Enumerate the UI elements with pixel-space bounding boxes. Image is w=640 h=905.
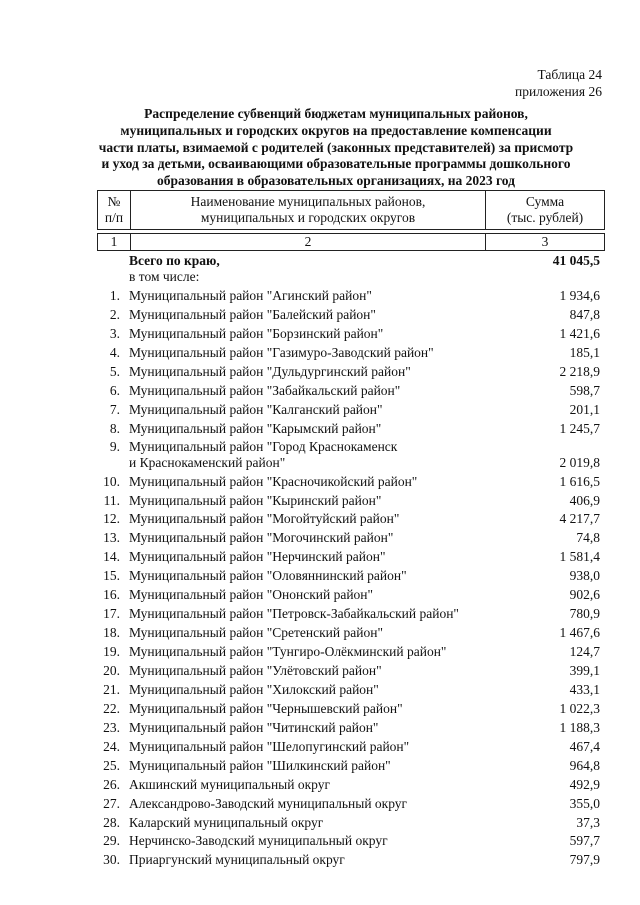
row-name: Муниципальный район "Забайкальский район" <box>129 383 401 398</box>
row-number: 18. <box>103 625 120 640</box>
row-value: 902,6 <box>569 587 600 602</box>
row-name: Муниципальный район "Нерчинский район" <box>129 549 386 564</box>
row-number: 4. <box>109 345 120 360</box>
row-name: Муниципальный район "Улётовский район" <box>129 663 382 678</box>
row-number: 8. <box>109 421 120 436</box>
title-line: части платы, взимаемой с родителей (законных представителей) за присмотр <box>98 139 574 155</box>
row-value: 124,7 <box>569 644 600 659</box>
total-value: 41 045,5 <box>552 253 600 268</box>
table-row <box>0 851 640 870</box>
table-row <box>0 643 640 662</box>
row-value: 4 217,7 <box>559 511 600 526</box>
row-name: Муниципальный район "Оловяннинский район" <box>129 568 407 583</box>
row-number: 29. <box>103 833 120 848</box>
table-row <box>0 662 640 681</box>
table-row <box>0 681 640 700</box>
row-number: 13. <box>103 530 120 545</box>
row-number: 12. <box>103 511 120 526</box>
title-line: и уход за детьми, осваивающими образовательные программы дошкольного <box>101 156 571 172</box>
col-name-header-line2: муниципальных и городских округов <box>200 210 416 225</box>
row-value: 399,1 <box>569 663 600 678</box>
row-value: 492,9 <box>569 777 600 792</box>
row-value: 433,1 <box>569 682 600 697</box>
title-line: Распределение субвенций бюджетам муниципальных районов, <box>144 106 528 121</box>
row-number: 24. <box>103 739 120 754</box>
table-row <box>0 510 640 529</box>
table-row <box>0 325 640 344</box>
row-name: Муниципальный район "Петровск-Забайкальский район" <box>129 606 459 621</box>
row-value: 201,1 <box>569 402 600 417</box>
row-number: 26. <box>103 777 120 792</box>
row-name: Муниципальный район "Город Краснокаменск <box>129 439 398 454</box>
row-number: 25. <box>103 758 120 773</box>
table-row <box>0 363 640 382</box>
row-value: 1 467,6 <box>559 625 600 640</box>
including-label: в том числе: <box>129 269 200 284</box>
row-name-continuation: и Краснокаменский район" <box>129 455 286 470</box>
row-number: 3. <box>109 326 120 341</box>
table-row <box>0 382 640 401</box>
row-name: Муниципальный район "Карымский район" <box>129 421 382 436</box>
row-value: 964,8 <box>569 758 600 773</box>
table-row-continuation <box>0 454 640 473</box>
table-row <box>0 287 640 306</box>
row-number: 23. <box>103 720 120 735</box>
row-value: 847,8 <box>569 307 600 322</box>
row-name: Муниципальный район "Балейский район" <box>129 307 376 322</box>
table-row <box>0 738 640 757</box>
table-row <box>0 548 640 567</box>
row-name: Муниципальный район "Могойтуйский район" <box>129 511 400 526</box>
including-row <box>0 268 640 287</box>
row-name: Каларский муниципальный округ <box>129 815 324 830</box>
row-value: 597,7 <box>569 833 600 848</box>
table-row <box>0 776 640 795</box>
row-value: 355,0 <box>569 796 600 811</box>
row-value: 938,0 <box>569 568 600 583</box>
row-number: 28. <box>103 815 120 830</box>
row-value: 780,9 <box>569 606 600 621</box>
row-number: 7. <box>109 402 120 417</box>
col-number-header-line1: № <box>107 194 121 209</box>
row-value: 2 218,9 <box>559 364 600 379</box>
row-value: 74,8 <box>576 530 600 545</box>
row-value: 1 616,5 <box>559 474 600 489</box>
table-row <box>0 757 640 776</box>
table-row <box>0 624 640 643</box>
table-row <box>0 586 640 605</box>
row-value: 2 019,8 <box>559 455 600 470</box>
table-row <box>0 795 640 814</box>
row-name: Александрово-Заводский муниципальный округ <box>129 796 408 811</box>
row-name: Муниципальный район "Шелопугинский район" <box>129 739 410 754</box>
row-name: Приаргунский муниципальный округ <box>129 852 345 867</box>
row-name: Муниципальный район "Газимуро-Заводский район" <box>129 345 434 360</box>
appendix-number: приложения 26 <box>514 84 602 99</box>
table-row <box>0 605 640 624</box>
row-value: 1 022,3 <box>559 701 600 716</box>
row-name: Муниципальный район "Калганский район" <box>129 402 383 417</box>
row-number: 16. <box>103 587 120 602</box>
row-name: Муниципальный район "Борзинский район" <box>129 326 384 341</box>
row-number: 27. <box>103 796 120 811</box>
table-number: Таблица 24 <box>537 67 602 82</box>
row-name: Муниципальный район "Тунгиро-Олёкминский район" <box>129 644 447 659</box>
col-index-2: 2 <box>131 234 486 251</box>
table-row <box>0 529 640 548</box>
row-value: 37,3 <box>576 815 600 830</box>
row-name: Муниципальный район "Ононский район" <box>129 587 374 602</box>
row-name: Муниципальный район "Чернышевский район" <box>129 701 403 716</box>
table-row <box>0 473 640 492</box>
row-name: Муниципальный район "Читинский район" <box>129 720 379 735</box>
row-value: 1 934,6 <box>559 288 600 303</box>
row-value: 467,4 <box>569 739 600 754</box>
table-row <box>0 832 640 851</box>
table-row <box>0 700 640 719</box>
table-header <box>97 190 605 251</box>
row-number: 10. <box>103 474 120 489</box>
row-name: Муниципальный район "Дульдургинский район" <box>129 364 411 379</box>
row-name: Муниципальный район "Красночикойский район" <box>129 474 418 489</box>
row-name: Нерчинско-Заводский муниципальный округ <box>129 833 388 848</box>
row-value: 598,7 <box>569 383 600 398</box>
table-row <box>0 719 640 738</box>
row-number: 19. <box>103 644 120 659</box>
document-title <box>70 106 602 190</box>
row-number: 9. <box>109 439 120 454</box>
col-name-header-line1: Наименование муниципальных районов, <box>190 194 426 209</box>
col-number-header <box>98 191 131 230</box>
row-name: Муниципальный район "Шилкинский район" <box>129 758 391 773</box>
table-row <box>0 344 640 363</box>
row-number: 14. <box>103 549 120 564</box>
row-name: Акшинский муниципальный округ <box>129 777 331 792</box>
title-line: муниципальных и городских округов на предоставление компенсации <box>120 122 552 138</box>
col-number-header-line2: п/п <box>104 210 124 225</box>
table-row <box>0 306 640 325</box>
row-name: Муниципальный район "Хилокский район" <box>129 682 379 697</box>
row-name: Муниципальный район "Кыринский район" <box>129 493 382 508</box>
row-number: 22. <box>103 701 120 716</box>
row-name: Муниципальный район "Агинский район" <box>129 288 372 303</box>
row-name: Муниципальный район "Сретенский район" <box>129 625 383 640</box>
row-number: 5. <box>109 364 120 379</box>
table-row <box>0 420 640 439</box>
table-row <box>0 492 640 511</box>
col-sum-header <box>486 191 605 230</box>
row-number: 17. <box>103 606 120 621</box>
row-number: 15. <box>103 568 120 583</box>
row-number: 21. <box>103 682 120 697</box>
col-index-1: 1 <box>98 234 131 251</box>
total-label: Всего по краю, <box>129 253 220 268</box>
row-number: 20. <box>103 663 120 678</box>
row-number: 6. <box>109 383 120 398</box>
table-row <box>0 567 640 586</box>
col-name-header <box>131 191 486 230</box>
row-number: 30. <box>103 852 120 867</box>
row-number: 1. <box>109 288 120 303</box>
table-row <box>0 401 640 420</box>
row-value: 185,1 <box>569 345 600 360</box>
row-value: 1 188,3 <box>559 720 600 735</box>
row-value: 1 245,7 <box>559 421 600 436</box>
row-value: 1 421,6 <box>559 326 600 341</box>
row-name: Муниципальный район "Могочинский район" <box>129 530 394 545</box>
col-sum-header-line1: Сумма <box>525 194 565 209</box>
row-value: 797,9 <box>569 852 600 867</box>
col-index-3: 3 <box>486 234 605 251</box>
row-value: 406,9 <box>569 493 600 508</box>
col-sum-header-line2: (тыс. рублей) <box>506 210 584 225</box>
row-number: 11. <box>103 493 120 508</box>
row-value: 1 581,4 <box>559 549 600 564</box>
table-row <box>0 814 640 833</box>
title-line: образования в образовательных организациях, на 2023 год <box>157 173 515 189</box>
row-number: 2. <box>109 307 120 322</box>
